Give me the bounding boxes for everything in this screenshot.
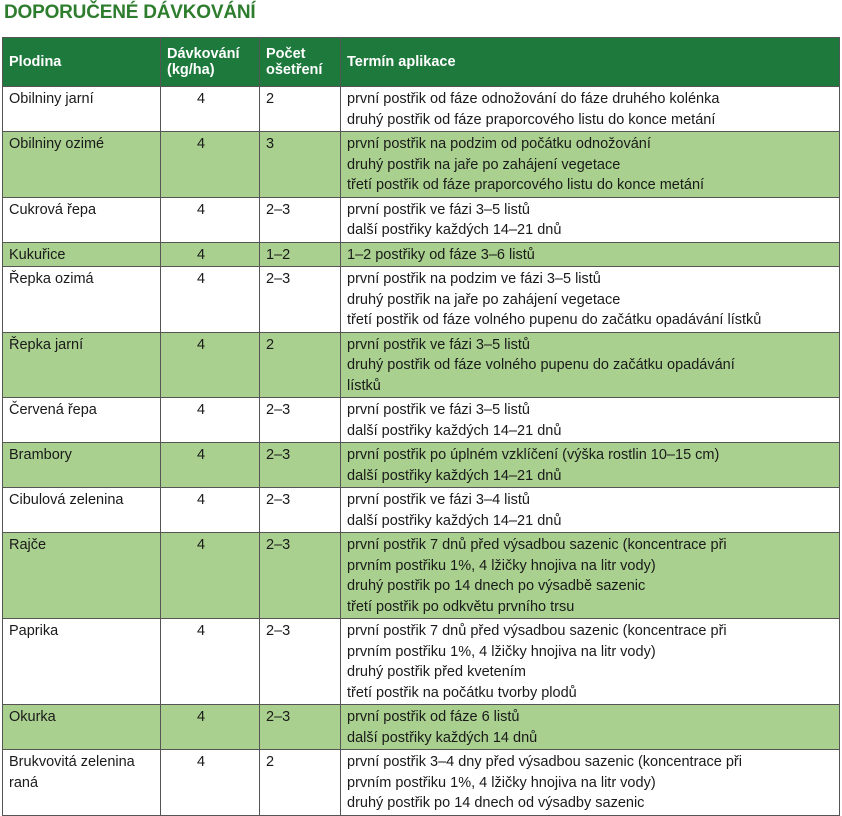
cell-count: 2–3 (260, 488, 341, 533)
table-row (3, 488, 840, 533)
cell-count: 2 (260, 750, 341, 816)
cell-crop: Brambory (3, 443, 161, 488)
table-row (3, 619, 840, 705)
cell-dose: 4 (161, 750, 260, 816)
cell-crop: Paprika (3, 619, 161, 705)
cell-term: první postřik 7 dnů před výsadbou sazenic (koncentrace při prvním postřiku 1%, 4 lžičky hnojiva na litr vody) druhý postřik po 14 dnech po výsadbě sazenic třetí postřik po odkvětu prvního trsu (341, 533, 840, 619)
cell-crop: Cukrová řepa (3, 197, 161, 242)
cell-term: první postřik ve fázi 3–5 listů další postřiky každých 14–21 dnů (341, 197, 840, 242)
cell-crop: Kukuřice (3, 242, 161, 267)
header-dose: Dávkování (kg/ha) (161, 38, 260, 87)
table-row (3, 332, 840, 398)
cell-count: 2–3 (260, 533, 341, 619)
cell-term: první postřik po úplném vzklíčení (výška rostlin 10–15 cm) další postřiky každých 14–21 dnů (341, 443, 840, 488)
cell-dose: 4 (161, 242, 260, 267)
cell-term: první postřik na podzim ve fázi 3–5 listů druhý postřik na jaře po zahájení vegetace třetí postřik od fáze volného pupenu do začátku opadávání lístků (341, 267, 840, 333)
cell-term: první postřik ve fázi 3–4 listů další postřiky každých 14–21 dnů (341, 488, 840, 533)
cell-crop: Řepka ozimá (3, 267, 161, 333)
table-row (3, 267, 840, 333)
table-header-row (3, 38, 840, 87)
cell-dose: 4 (161, 533, 260, 619)
cell-dose: 4 (161, 705, 260, 750)
table-row (3, 87, 840, 132)
cell-term: první postřik 7 dnů před výsadbou sazenic (koncentrace při prvním postřiku 1%, 4 lžičky hnojiva na litr vody) druhý postřik před kvetením třetí postřik na počátku tvorby plodů (341, 619, 840, 705)
table-row (3, 533, 840, 619)
cell-crop: Obilniny ozimé (3, 132, 161, 198)
cell-dose: 4 (161, 87, 260, 132)
dosage-table (2, 37, 840, 816)
table-row (3, 197, 840, 242)
cell-count: 2 (260, 87, 341, 132)
cell-dose: 4 (161, 267, 260, 333)
table-row (3, 132, 840, 198)
cell-term: první postřik ve fázi 3–5 listů další postřiky každých 14–21 dnů (341, 398, 840, 443)
cell-term: 1–2 postřiky od fáze 3–6 listů (341, 242, 840, 267)
header-term: Termín aplikace (341, 38, 840, 87)
header-count: Počet ošetření (260, 38, 341, 87)
cell-dose: 4 (161, 332, 260, 398)
cell-count: 2–3 (260, 398, 341, 443)
cell-crop: Řepka jarní (3, 332, 161, 398)
cell-crop: Obilniny jarní (3, 87, 161, 132)
cell-count: 1–2 (260, 242, 341, 267)
cell-term: první postřik od fáze 6 listů další postřiky každých 14 dnů (341, 705, 840, 750)
page-title: DOPORUČENÉ DÁVKOVÁNÍ (4, 2, 256, 23)
cell-count: 2–3 (260, 705, 341, 750)
cell-count: 2–3 (260, 197, 341, 242)
table-row (3, 242, 840, 267)
cell-dose: 4 (161, 619, 260, 705)
cell-term: první postřik od fáze odnožování do fáze druhého kolénka druhý postřik od fáze praporcového listu do konce metání (341, 87, 840, 132)
cell-term: první postřik 3–4 dny před výsadbou sazenic (koncentrace při prvním postřiku 1%, 4 lžičky hnojiva na litr vody) druhý postřik po 14 dnech od výsadby sazenic (341, 750, 840, 816)
cell-count: 3 (260, 132, 341, 198)
header-crop: Plodina (3, 38, 161, 87)
cell-dose: 4 (161, 398, 260, 443)
cell-crop: Červená řepa (3, 398, 161, 443)
cell-dose: 4 (161, 488, 260, 533)
cell-count: 2 (260, 332, 341, 398)
cell-term: první postřik ve fázi 3–5 listů druhý postřik od fáze volného pupenu do začátku opadávání lístků (341, 332, 840, 398)
cell-term: první postřik na podzim od počátku odnožování druhý postřik na jaře po zahájení vegetace třetí postřik od fáze praporcového listu do konce metání (341, 132, 840, 198)
table-row (3, 398, 840, 443)
table-row (3, 443, 840, 488)
cell-dose: 4 (161, 132, 260, 198)
cell-count: 2–3 (260, 619, 341, 705)
cell-crop: Brukvovitá zelenina raná (3, 750, 161, 816)
cell-count: 2–3 (260, 443, 341, 488)
cell-dose: 4 (161, 443, 260, 488)
cell-count: 2–3 (260, 267, 341, 333)
cell-crop: Okurka (3, 705, 161, 750)
cell-crop: Cibulová zelenina (3, 488, 161, 533)
table-row (3, 705, 840, 750)
cell-crop: Rajče (3, 533, 161, 619)
table-row (3, 750, 840, 816)
cell-dose: 4 (161, 197, 260, 242)
